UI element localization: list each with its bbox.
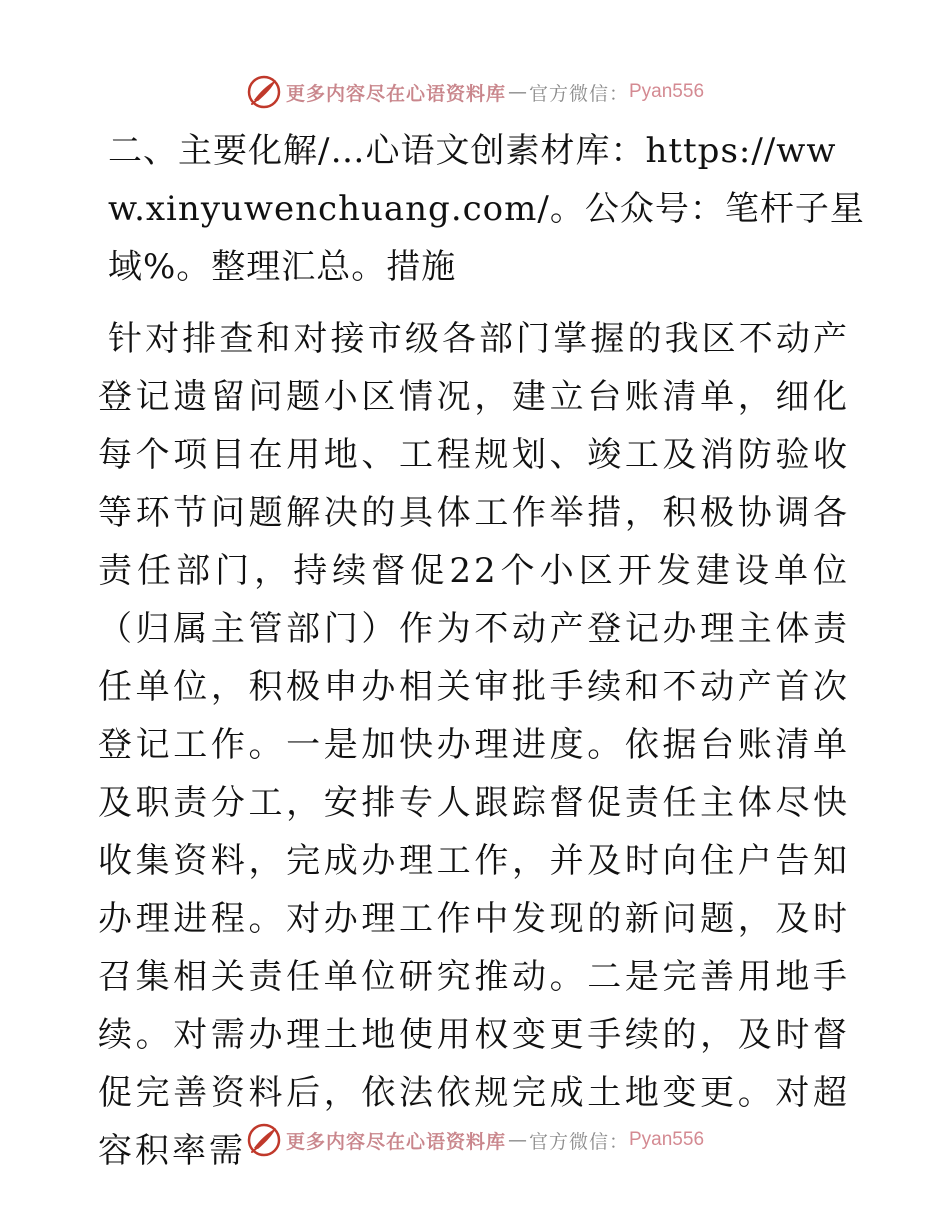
banner-promo-text: 更多内容尽在心语资料库 (285, 1130, 506, 1153)
banner-official-label: 官方微信： (528, 1130, 629, 1153)
body-paragraph-text: 针对排查和对接市级各部门掌握的我区不动产登记遗留问题小区情况，建立台账清单，细化每个项目在用地、工程规划、竣工及消防验收等环节问题解决的具体工作举措，积极协调各责任部门，持续督促22个小区开发建设单位（归属主管部门）作为不动产登记办理主体责任单位，积极申办相关审批手续和不动产首次登记工作。一是加快办理进度。依据台账清单及职责分工，安排专人跟踪督促责任主体尽快收集资料，完成办理工作，并及时向住户告知办理进程。对办理工作中发现的新问题，及时召集相关责任单位研究推动。二是完善用地手续。对需办理土地使用权变更手续的，及时督促完善资料后，依法依规完成土地变更。对超容积率需 (98, 319, 850, 1171)
banner-dash: — (507, 1129, 527, 1151)
banner-wechat-id: Pyan556 (629, 1129, 705, 1150)
header-banner (0, 72, 950, 112)
banner-dash: — (507, 81, 527, 103)
quill-pen-logo-icon (246, 1122, 282, 1158)
banner-official-label: 官方微信： (528, 82, 629, 105)
banner-wechat-id: Pyan556 (629, 81, 705, 102)
section-heading: 二、主要化解/…心语文创素材库：https://www.xinyuwenchuang.com/。公众号：笔杆子星域%。整理汇总。措施 (108, 131, 865, 287)
banner-promo-text: 更多内容尽在心语资料库 (285, 82, 506, 105)
quill-pen-logo-icon (246, 74, 282, 110)
body-paragraph (98, 310, 850, 1180)
footer-banner (0, 1120, 950, 1160)
